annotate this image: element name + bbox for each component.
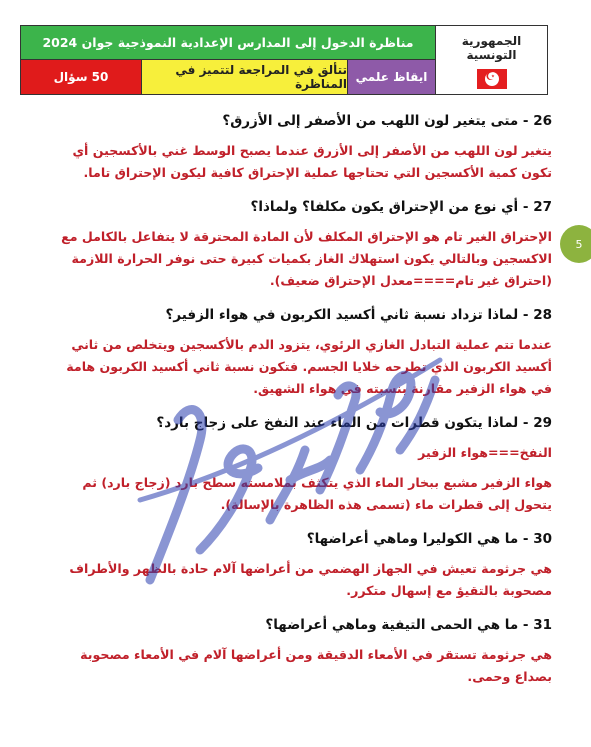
question-30: 30 - ما هي الكوليرا وماهي أعراضها؟	[306, 531, 552, 547]
answer-31: هي جرثومة تستقر في الأمعاء الدقيقة ومن أعراضها آلام في الأمعاء مصحوبة بصداع وحمى.	[80, 647, 552, 684]
questions-list	[58, 110, 552, 688]
country-cell	[435, 26, 547, 94]
answer-29: هواء الزفير مشبع ببخار الماء الذي يتكثف بملامسته سطح بارد (زجاج بارد) ثم يتحول إلى قطرات ماء (تسمى هذه الظاهرة بالإسالة).	[82, 475, 552, 512]
header-tags	[21, 60, 435, 94]
question-28: 28 - لماذا تزداد نسبة ثاني أكسيد الكربون في هواء الزفير؟	[165, 307, 552, 323]
answer-27: الإحتراق الغير تام هو الإحتراق المكلف لأن المادة المحترقة لا يتفاعل بالكامل مع الاكسجين وبالتالي يكون استهلاك الغاز بكميات كبيرة حتى نوفر الحرارة اللازمة (احتراق غير تام====معدل الإحتراق ضعيف).	[61, 229, 552, 288]
answer-30: هي جرثومة تعيش في الجهاز الهضمي من أعراضها آلام حادة بالظهر والأطراف مصحوبة بالتقيؤ مع إسهال متكرر.	[69, 561, 552, 598]
question-26: 26 - متى يتغير لون اللهب من الأصفر إلى الأزرق؟	[222, 113, 552, 129]
slogan-tag: تتألق في المراجعة لتتميز في المناظرة	[141, 60, 347, 94]
page-number-badge: 5	[560, 225, 591, 263]
question-count-tag: 50 سؤال	[21, 60, 141, 94]
question-29: 29 - لماذا يتكون قطرات من الماء عند النفخ على زجاج بارد؟	[156, 415, 552, 431]
answer-26: يتغير لون اللهب من الأصفر إلى الأزرق عندما يصبح الوسط غني بالأكسجين أي تكون كمية الأكسجين التي تحتاجها عملية الإحتراق كافية ليكون الإحتراق تاما.	[72, 143, 552, 180]
answer-28: عندما تتم عملية التبادل الغازي الرئوي، يتزود الدم بالأكسجين ويتخلص من ثاني أكسيد الكربون الذي تطرحه خلايا الجسم. فتكون نسبة ثاني أكسيد الكربون هامة في هواء الزفير مقارنة بنسبته في هواء الشهيق.	[66, 337, 552, 396]
exam-title: مناظرة الدخول إلى المدارس الإعدادية النموذجية جوان 2024	[21, 26, 435, 60]
tunisia-flag-icon	[477, 69, 507, 89]
answer-29-line1: النفخ===هواء الزفير	[418, 445, 552, 460]
country-name: الجمهورية التونسية	[461, 34, 522, 62]
question-31: 31 - ما هي الحمى التيفية وماهي أعراضها؟	[265, 617, 552, 633]
question-27: 27 - أي نوع من الإحتراق يكون مكلفا؟ ولماذا؟	[250, 199, 552, 215]
header-table	[20, 25, 548, 95]
subject-tag: ايقاظ علمي	[347, 60, 435, 94]
